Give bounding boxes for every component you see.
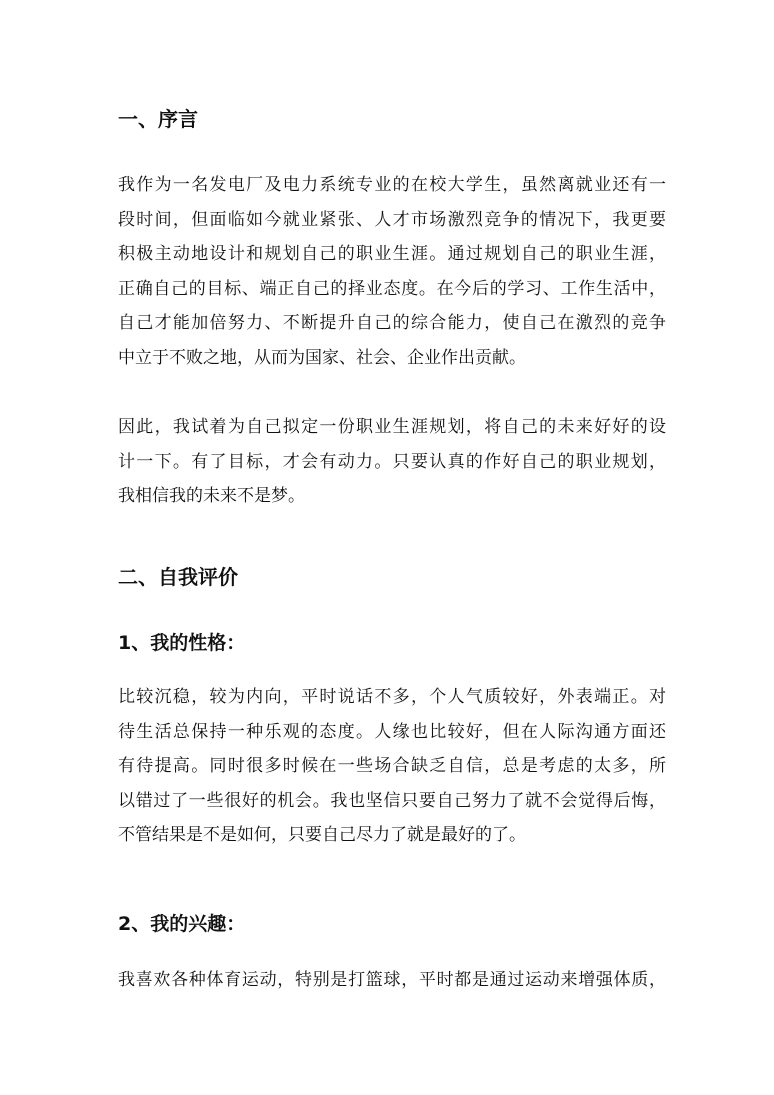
preface-paragraph-2 — [118, 410, 666, 514]
paragraph-line: 我相信我的未来不是梦。 — [118, 486, 305, 506]
paragraph-line: 以错过了一些很好的机会。我也坚信只要自己努力了就不会觉得后悔， — [118, 790, 666, 811]
section-heading-self-evaluation: 二、自我评价 — [118, 565, 238, 589]
subheading-personality: 1、我的性格： — [118, 632, 246, 654]
paragraph-line: 正确自己的目标、端正自己的择业态度。在今后的学习、工作生活中， — [118, 278, 666, 299]
preface-paragraph-1 — [118, 168, 666, 375]
paragraph-line: 因此，我试着为自己拟定一份职业生涯规划，将自己的未来好好的设 — [118, 417, 666, 437]
paragraph-line: 我作为一名发电厂及电力系统专业的在校大学生，虽然离就业还有一 — [118, 175, 666, 195]
paragraph-line: 计一下。有了目标，才会有动力。只要认真的作好自己的职业规划， — [118, 451, 666, 472]
section-heading-preface: 一、序言 — [118, 107, 198, 131]
interests-paragraph — [118, 963, 666, 998]
subheading-interests: 2、我的兴趣： — [118, 913, 246, 935]
paragraph-line: 自己才能加倍努力、不断提升自己的综合能力，使自己在激烈的竞争 — [118, 313, 666, 333]
paragraph-line: 段时间，但面临如今就业紧张、人才市场激烈竞争的情况下，我更要 — [118, 209, 666, 230]
paragraph-line: 比较沉稳，较为内向，平时说话不多，个人气质较好，外表端正。对 — [118, 687, 666, 707]
paragraph-line: 有待提高。同时很多时候在一些场合缺乏自信，总是考虑的太多，所 — [118, 756, 666, 776]
paragraph-line: 不管结果是不是如何，只要自己尽力了就是最好的了。 — [118, 825, 526, 845]
paragraph-line: 我喜欢各种体育运动，特别是打篮球，平时都是通过运动来增强体质， — [118, 970, 666, 990]
paragraph-line: 中立于不败之地，从而为国家、社会、企业作出贡献。 — [118, 347, 526, 368]
paragraph-line: 待生活总保持一种乐观的态度。人缘也比较好，但在人际沟通方面还 — [118, 721, 666, 742]
paragraph-line: 积极主动地设计和规划自己的职业生涯。通过规划自己的职业生涯， — [118, 244, 666, 264]
personality-paragraph — [118, 680, 666, 853]
